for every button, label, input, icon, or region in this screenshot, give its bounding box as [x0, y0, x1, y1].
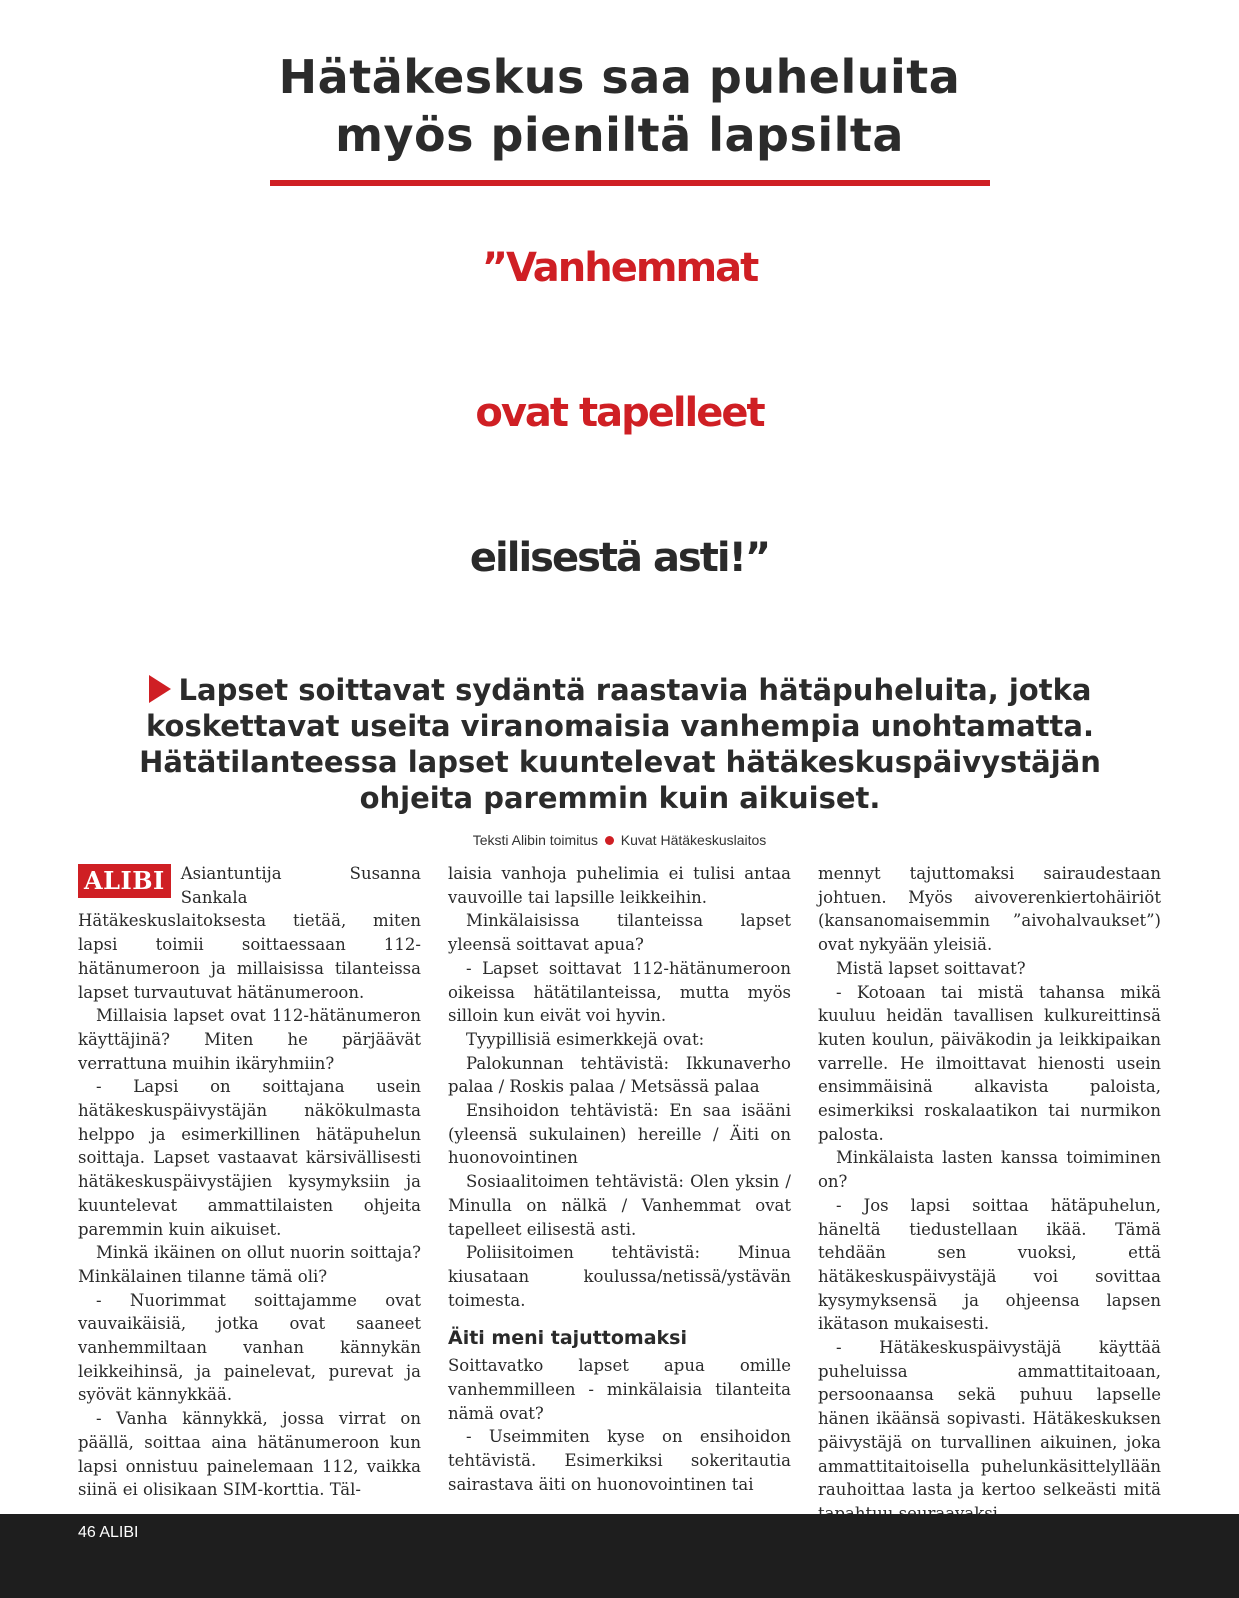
kicker-title: [0, 48, 1239, 164]
paragraph: Asiantuntija Susanna Sankala Hätäkeskuslaitoksesta tietää, miten lapsi toimii soittaessaan 112-hätänumeroon ja millaisissa tilanteissa lapset turvautuvat hätänumeroon.: [78, 864, 421, 1002]
headline-line-2: ovat tapelleet: [475, 390, 764, 436]
paragraph: Minkä ikäinen on ollut nuorin soittaja? Minkälainen tilanne tämä oli?: [78, 1243, 421, 1286]
byline: [0, 832, 1239, 848]
paragraph: Millaisia lapset ovat 112-hätänumeron käyttäjinä? Miten he pärjäävät verrattuna muihin ikäryhmiin?: [78, 1006, 421, 1073]
paragraph: - Lapset soittavat 112-hätänumeroon oikeissa hätätilanteissa, mutta myös silloin kun eivät voi hyvin.: [448, 958, 791, 1026]
paragraph: Poliisitoimen tehtävistä: Minua kiusataan koulussa/netissä/ystävän toimesta.: [448, 1243, 791, 1310]
paragraph: mennyt tajuttomaksi sairaudestaan johtuen. Myös aivoverenkiertohäiriöt (kansanomaisemmin ”aivohalvaukset”) ovat nykyään yleisiä.: [818, 864, 1161, 955]
headline-line-1: ”Vanhemmat: [481, 245, 758, 291]
article-column-2: [448, 862, 791, 1492]
paragraph: - Lapsi on soittajana usein hätäkeskuspäivystäjän näkökulmasta helppo ja esimerkillinen hätäpuhelun soittaja. Lapset vastaavat kärsivällisesti hätäkeskuspäivystäjien kysymyksiin ja kuuntelevat ammattilaisten ohjeita paremmin kuin aikuiset.: [78, 1077, 421, 1239]
kicker-line-2: myös pieniltä lapsilta: [335, 108, 904, 162]
paragraph: - Jos lapsi soittaa hätäpuhelun, häneltä tiedustellaan ikää. Tämä tehdään sen vuoksi, että hätäkeskuspäivystäjä voi sovittaa kysymyksensä ja ohjeensa lapsen ikätason mukaisesti.: [818, 1195, 1161, 1334]
article-column-3: [818, 862, 1161, 1500]
credit-text-value: Alibin toimitus: [511, 832, 598, 848]
headline: [0, 196, 1239, 631]
paragraph: Sosiaalitoimen tehtävistä: Olen yksin / Minulla on nälkä / Vanhemmat ovat tapelleet eilisestä asti.: [448, 1172, 791, 1239]
paragraph: Ensihoidon tehtävistä: En saa isääni (yleensä sukulainen) hereille / Äiti on huonovointinen: [448, 1101, 791, 1168]
paragraph: laisia vanhoja puhelimia ei tulisi antaa vauvoille tai lapsille leikkeihin.: [448, 864, 791, 907]
paragraph: - Useimmiten kyse on ensihoidon tehtävistä. Esimerkiksi sokeritautia sairastava äiti on huonovointinen tai: [448, 1427, 791, 1494]
paragraph: Soittavatko lapset apua omille vanhemmilleen - minkälaisia tilanteita nämä ovat?: [448, 1356, 791, 1423]
page-footer-bar: [0, 1514, 1239, 1598]
page-number: 46 ALIBI: [78, 1524, 139, 1541]
credit-photo-label: Kuvat: [620, 832, 657, 848]
article-column-1: [78, 862, 421, 1500]
red-dot-icon: [605, 836, 614, 845]
paragraph: - Nuorimmat soittajamme ovat vauvaikäisiä, jotka ovat saaneet vanhemmiltaan vanhan kännykän leikkeihinsä, ja painelevat, purevat ja syövät kännykkää.: [78, 1290, 421, 1405]
paragraph: - Kotoaan tai mistä tahansa mikä kuuluu heidän tavallisen kulkureittinsä kuten koulun, päiväkodin ja leikkipaikan varrelle. He ilmoittavat hienosti usein ensimmäisinä alkavista paloista, esimerkiksi roskalaatikon tai nurmikon palosta.: [818, 982, 1161, 1144]
lead-paragraph: [120, 672, 1120, 816]
paragraph: Palokunnan tehtävistä: Ikkunaverho palaa / Roskis palaa / Metsässä palaa: [448, 1053, 791, 1097]
paragraph: - Hätäkeskuspäivystäjä käyttää puheluissa ammattitaitoaan, persoonaansa sekä puhuu lapselle hänen ikäänsä sopivasti. Hätäkeskuksen päivystäjä on turvallinen aikuinen, joka ammattitaitoisella puhelunkäsittelyllään rauhoittaa lasta ja kertoo selkeästi mitä: [818, 1338, 1161, 1500]
paragraph: Tyypillisiä esimerkkejä ovat:: [466, 1029, 705, 1049]
paragraph: Minkälaisissa tilanteissa lapset yleensä soittavat apua?: [448, 911, 791, 955]
triangle-bullet-icon: [149, 675, 171, 703]
credit-photo-value: Hätäkeskuslaitos: [660, 832, 767, 848]
paragraph: Minkälaista lasten kanssa toimiminen on?: [818, 1148, 1161, 1192]
paragraph: Mistä lapset soittavat?: [836, 958, 1026, 978]
paragraph: - Vanha kännykkä, jossa virrat on päällä, soittaa aina hätänumeroon kun lapsi onnistuu painelemaan 112, vaikka siinä ei olisikaan SIM-korttia. Täl-: [78, 1409, 421, 1500]
headline-line-3: eilisestä asti!”: [469, 535, 770, 581]
section-subheading: Äiti meni tajuttomaksi: [448, 1327, 688, 1350]
alibi-logo: ALIBI: [78, 864, 171, 898]
lead-text: Lapset soittavat sydäntä raastavia hätäpuheluita, jotka koskettavat useita viranomaisia vanhempia unohtamatta. Hätätilanteessa lapset kuuntelevat hätäkeskuspäivystäjän ohjeita paremmin kuin aikuiset.: [139, 673, 1101, 815]
kicker-line-1: Hätäkeskus saa puheluita: [278, 50, 961, 104]
kicker-rule: [270, 180, 990, 186]
credit-text-label: Teksti: [472, 832, 509, 848]
